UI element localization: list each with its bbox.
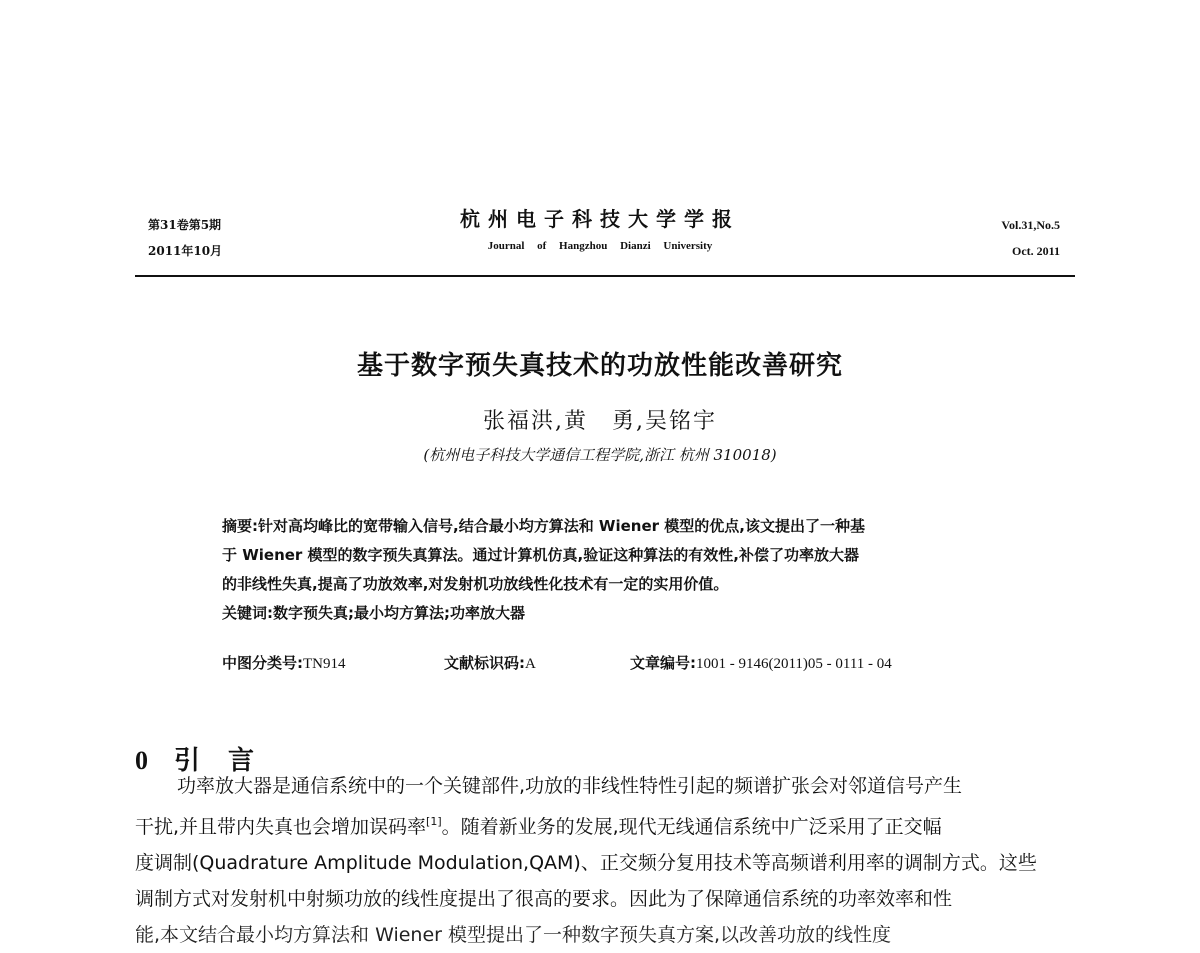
section-title: 引言 bbox=[174, 746, 283, 776]
volume-issue-cn: 第31卷第5期 bbox=[148, 218, 222, 232]
keywords: 关键词:数字预失真;最小均方算法;功率放大器 bbox=[222, 604, 525, 622]
abstract bbox=[222, 512, 992, 628]
doc-code-label: 文献标识码: bbox=[444, 654, 525, 672]
section-number: 0 bbox=[135, 746, 148, 775]
body-line-text: 干扰,并且带内失真也会增加误码率 bbox=[135, 816, 427, 838]
journal-title-en: Journal of Hangzhou Dianzi University bbox=[487, 240, 713, 252]
paper-title: 基于数字预失真技术的功放性能改善研究 bbox=[356, 351, 843, 381]
clc-field bbox=[222, 652, 346, 673]
journal-header-left bbox=[148, 212, 222, 264]
body-line bbox=[135, 804, 1075, 845]
journal-header-right bbox=[1001, 212, 1060, 264]
doc-code-value: A bbox=[525, 656, 536, 672]
article-no-value: 1001 - 9146(2011)05 - 0111 - 04 bbox=[696, 656, 892, 672]
body-line: 度调制(Quadrature Amplitude Modulation,QAM)、正交频分复用技术等高频谱利用率的调制方式。这些 bbox=[135, 852, 1037, 874]
abstract-line: 的非线性失真,提高了功放效率,对发射机功放线性化技术有一定的实用价值。 bbox=[222, 575, 729, 593]
clc-value: TN914 bbox=[303, 656, 346, 672]
journal-title-cn: 杭州电子科技大学学报 bbox=[460, 207, 740, 231]
article-no-label: 文章编号: bbox=[630, 654, 696, 672]
doc-code-field bbox=[444, 652, 536, 673]
paper-affiliation: (杭州电子科技大学通信工程学院,浙江 杭州 310018) bbox=[423, 446, 777, 464]
body-line-partial: 能,本文结合最小均方算法和 Wiener 模型提出了一种数字预失真方案,以改善功放的线性度 bbox=[135, 924, 892, 946]
abstract-line: 于 Wiener 模型的数字预失真算法。通过计算机仿真,验证这种算法的有效性,补偿了功率放大器 bbox=[222, 546, 859, 564]
volume-issue-en: Vol.31,No.5 bbox=[1001, 218, 1060, 232]
citation-ref: [1] bbox=[426, 815, 442, 828]
date-cn: 2011年10月 bbox=[148, 244, 223, 258]
body-line-text: 。随着新业务的发展,现代无线通信系统中广泛采用了正交幅 bbox=[441, 816, 942, 838]
article-no-field bbox=[630, 652, 892, 673]
header-rule bbox=[135, 275, 1075, 277]
body-text bbox=[135, 768, 1075, 946]
body-line: 功率放大器是通信系统中的一个关键部件,功放的非线性特性引起的频谱扩张会对邻道信号产生 bbox=[177, 775, 963, 797]
clc-label: 中图分类号: bbox=[222, 654, 303, 672]
journal-header-center bbox=[430, 205, 770, 255]
date-en: Oct. 2011 bbox=[1012, 244, 1060, 258]
body-line: 调制方式对发射机中射频功放的线性度提出了很高的要求。因此为了保障通信系统的功率效率和性 bbox=[135, 888, 953, 910]
abstract-line: 摘要:针对高均峰比的宽带输入信号,结合最小均方算法和 Wiener 模型的优点,该文提出了一种基 bbox=[222, 517, 865, 535]
paper-authors: 张福洪,黄 勇,吴铭宇 bbox=[483, 409, 717, 434]
